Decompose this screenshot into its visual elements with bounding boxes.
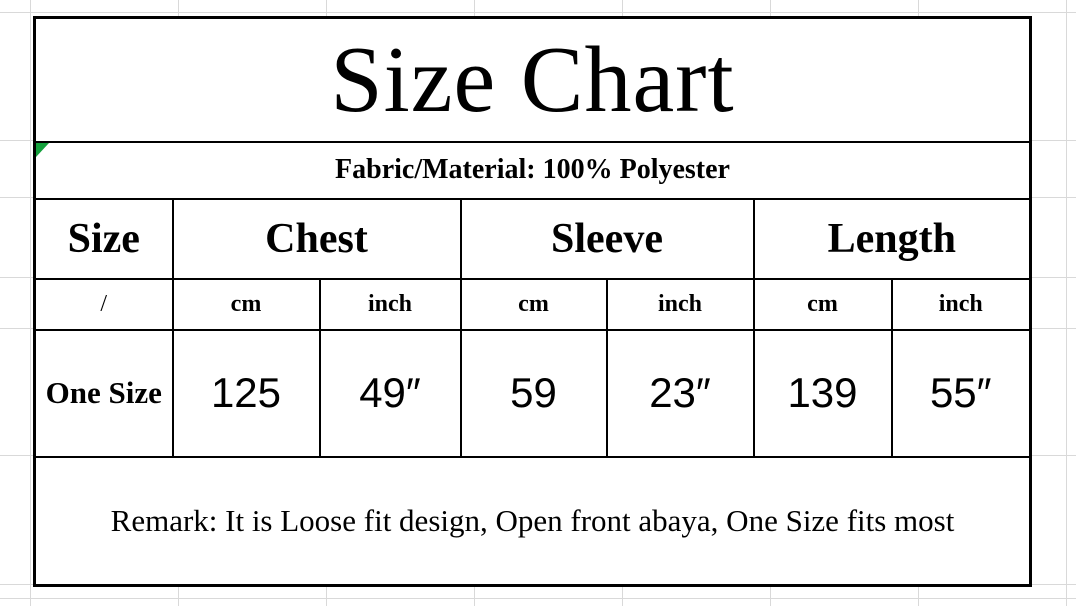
background-gridline bbox=[1066, 0, 1067, 606]
fabric-material-cell bbox=[35, 142, 1031, 199]
column-header-length: Length bbox=[754, 199, 1031, 279]
length-cm-unit: cm bbox=[754, 279, 892, 330]
chest-inch-unit: inch bbox=[320, 279, 461, 330]
chest-cm-value: 125 bbox=[173, 330, 320, 457]
background-gridline bbox=[0, 598, 1076, 599]
sleeve-cm-unit: cm bbox=[461, 279, 607, 330]
sleeve-inch-unit: inch bbox=[607, 279, 754, 330]
column-header-size: Size bbox=[35, 199, 173, 279]
length-inch-value: 55″ bbox=[892, 330, 1031, 457]
length-cm-value: 139 bbox=[754, 330, 892, 457]
length-inch-unit: inch bbox=[892, 279, 1031, 330]
sleeve-inch-value: 23″ bbox=[607, 330, 754, 457]
remark-text: Remark: It is Loose fit design, Open front abaya, One Size fits most bbox=[35, 457, 1031, 586]
size-value: One Size bbox=[35, 330, 173, 457]
size-placeholder-cell: / bbox=[35, 279, 173, 330]
size-chart-table bbox=[33, 16, 1032, 587]
column-header-chest: Chest bbox=[173, 199, 461, 279]
page-title: Size Chart bbox=[35, 18, 1031, 142]
chest-cm-unit: cm bbox=[173, 279, 320, 330]
chest-inch-value: 49″ bbox=[320, 330, 461, 457]
fabric-material-note: Fabric/Material: 100% Polyester bbox=[335, 154, 730, 185]
cell-corner-marker-icon bbox=[36, 143, 49, 157]
background-gridline bbox=[30, 0, 31, 606]
background-gridline bbox=[0, 12, 1076, 13]
column-header-sleeve: Sleeve bbox=[461, 199, 754, 279]
table-row bbox=[35, 330, 1031, 457]
sleeve-cm-value: 59 bbox=[461, 330, 607, 457]
